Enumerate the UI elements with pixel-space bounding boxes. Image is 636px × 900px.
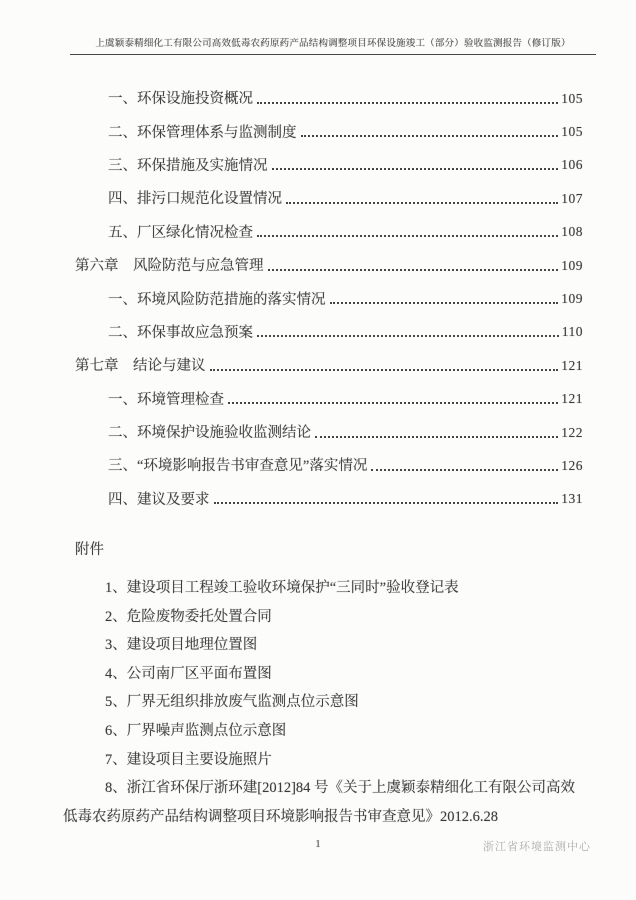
toc-entry xyxy=(63,248,583,281)
toc-entry-label: 第七章 结论与建议 xyxy=(75,358,206,375)
toc-entry-label: 五、厂区绿化情况检查 xyxy=(108,224,253,241)
toc-entry-page: 109 xyxy=(561,257,583,273)
attachment-item: 1、建设项目工程竣工验收环境保护“三同时”验收登记表 xyxy=(105,580,459,596)
toc-entry-label: 二、环保管理体系与监测制度 xyxy=(108,124,297,141)
toc-entry xyxy=(63,382,583,415)
toc-entry xyxy=(63,215,583,248)
toc-leader-dots xyxy=(301,135,559,137)
toc-entry-page: 108 xyxy=(561,224,583,240)
toc-leader-dots xyxy=(228,402,558,404)
toc-entry-label: 二、环境保护设施验收监测结论 xyxy=(108,425,311,442)
attachment-item: 2、危险废物委托处置合同 xyxy=(105,608,272,625)
toc-entry-label: 二、环保事故应急预案 xyxy=(108,324,253,341)
toc-entry xyxy=(63,181,583,214)
toc-entry xyxy=(63,482,583,515)
running-header: 上虞颖泰精细化工有限公司高效低毒农药原药产品结构调整项目环保设施竣工（部分）验收监测报告（修订版） xyxy=(70,38,596,55)
toc-entry xyxy=(63,148,583,181)
toc-entry xyxy=(63,448,583,481)
toc-entry xyxy=(63,415,583,448)
footer-organization-stamp: 浙江省环境监测中心 xyxy=(483,841,591,853)
toc-entry-label: 三、环保措施及实施情况 xyxy=(108,157,268,174)
toc-entry-label: 四、排污口规范化设置情况 xyxy=(108,191,282,208)
attachment-item: 8、浙江省环保厅浙环建[2012]84 号《关于上虞颖泰精细化工有限公司高效低毒农药原药产品结构调整项目环境影响报告书审查意见》2012.6.28 xyxy=(63,780,576,825)
toc-leader-dots xyxy=(315,436,558,438)
toc-entry-label: 一、环境管理检查 xyxy=(108,391,224,408)
table-of-contents xyxy=(63,81,583,515)
toc-entry-label: 三、“环境影响报告书审查意见”落实情况 xyxy=(108,458,368,475)
attachment-item: 7、建设项目主要设施照片 xyxy=(105,751,272,768)
toc-entry-page: 131 xyxy=(561,491,583,507)
toc-leader-dots xyxy=(330,302,559,304)
toc-entry-page: 121 xyxy=(561,391,583,407)
toc-entry xyxy=(63,281,583,314)
toc-entry-label: 一、环保设施投资概况 xyxy=(108,91,253,108)
toc-entry-label: 第六章 风险防范与应急管理 xyxy=(75,258,264,275)
attachment-item: 4、公司南厂区平面布置图 xyxy=(105,665,272,682)
toc-entry-page: 110 xyxy=(561,324,583,340)
toc-entry-page: 105 xyxy=(561,124,583,140)
toc-entry-page: 122 xyxy=(561,424,583,440)
toc-entry-page: 109 xyxy=(561,291,583,307)
toc-entry-label: 四、建议及要求 xyxy=(108,491,210,508)
attachments-section xyxy=(63,538,583,831)
toc-entry-page: 107 xyxy=(561,190,583,206)
attachment-item: 6、厂界噪声监测点位示意图 xyxy=(105,722,287,739)
toc-entry-page: 105 xyxy=(561,90,583,106)
toc-leader-dots xyxy=(286,202,558,204)
attachment-item: 5、厂界无组织排放废气监测点位示意图 xyxy=(105,694,359,711)
toc-leader-dots xyxy=(214,502,559,504)
toc-leader-dots xyxy=(371,469,558,471)
toc-entry xyxy=(63,315,583,348)
toc-entry-label: 一、环境风险防范措施的落实情况 xyxy=(108,291,326,308)
toc-entry xyxy=(63,81,583,114)
attachment-item: 3、建设项目地理位置图 xyxy=(105,637,258,654)
toc-entry-page: 106 xyxy=(561,157,583,173)
toc-leader-dots xyxy=(257,335,559,337)
attachments-heading: 附件 xyxy=(75,542,104,558)
toc-entry xyxy=(63,114,583,147)
toc-leader-dots xyxy=(268,269,559,271)
toc-entry xyxy=(63,348,583,381)
toc-leader-dots xyxy=(272,168,559,170)
toc-entry-page: 121 xyxy=(561,357,583,373)
toc-entry-page: 126 xyxy=(561,457,583,473)
toc-leader-dots xyxy=(257,102,558,104)
toc-leader-dots xyxy=(257,235,558,237)
page-number: 1 xyxy=(315,838,321,850)
toc-leader-dots xyxy=(210,369,559,371)
